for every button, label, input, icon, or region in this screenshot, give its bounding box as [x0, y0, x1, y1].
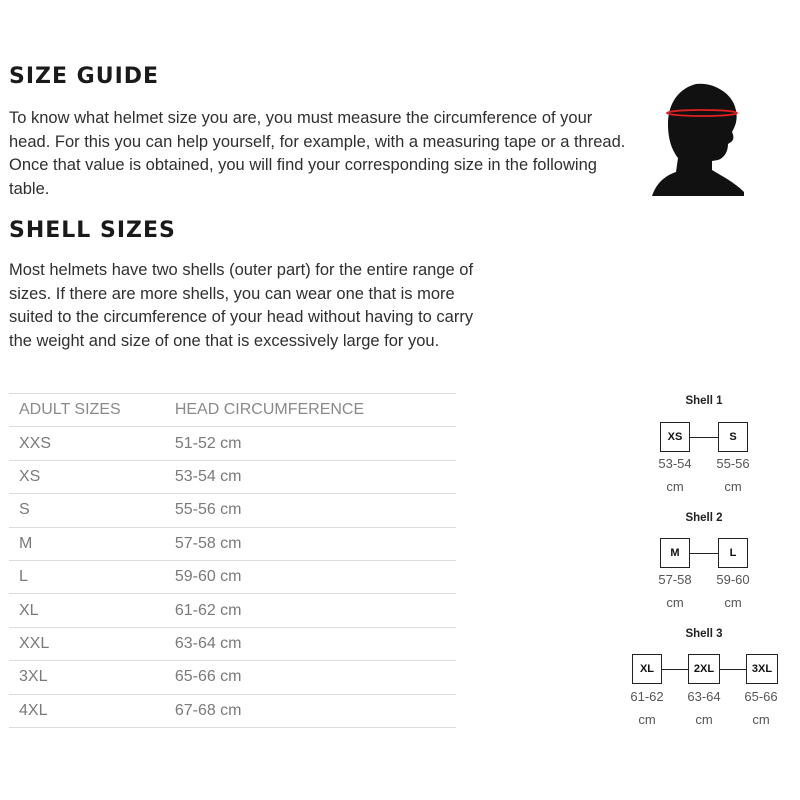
shell-3-size-2xl: 2XL: [688, 654, 720, 684]
size-table: [9, 393, 456, 728]
circumference-cell: 53-54 cm: [175, 460, 456, 493]
shell-1-size-s: S: [718, 422, 748, 452]
shell-3-connector-a: [662, 669, 688, 670]
table-row: [9, 527, 456, 560]
circumference-cell: 65-66 cm: [175, 661, 456, 694]
shell-2-connector: [690, 553, 718, 554]
shell-3-size-xl: XL: [632, 654, 662, 684]
table-row: [9, 661, 456, 694]
table-row: [9, 494, 456, 527]
shell-3-connector-b: [720, 669, 746, 670]
table-row: [9, 460, 456, 493]
size-cell: M: [9, 527, 175, 560]
shell-2-m-measure: 57-58 cm: [658, 572, 692, 610]
table-row: [9, 694, 456, 727]
shell-3-xl-measure: 61-62 cm: [630, 689, 664, 727]
shell-sizes-title: SHELL SIZES: [9, 218, 176, 243]
shell-1-connector: [690, 437, 718, 438]
size-guide-title: SIZE GUIDE: [9, 64, 160, 89]
table-row: [9, 627, 456, 660]
size-cell: 4XL: [9, 694, 175, 727]
size-cell: 3XL: [9, 661, 175, 694]
circumference-cell: 61-62 cm: [175, 594, 456, 627]
size-guide-text: To know what helmet size you are, you must measure the circumference of your head. For this you can help yourself, for example, with a measuring tape or a thread. Once that value is obtained, you will find your corresponding size in the following table.: [9, 109, 626, 198]
shell-2-size-m: M: [660, 538, 690, 568]
shell-1-xs-measure: 53-54 cm: [658, 456, 692, 494]
shell-2-size-l: L: [718, 538, 748, 568]
circumference-cell: 51-52 cm: [175, 427, 456, 460]
shell-3-2xl-measure: 63-64 cm: [687, 689, 721, 727]
shell-1-title: Shell 1: [685, 395, 723, 407]
shell-2-title: Shell 2: [685, 512, 723, 524]
table-row: [9, 594, 456, 627]
circumference-cell: 57-58 cm: [175, 527, 456, 560]
size-cell: XS: [9, 460, 175, 493]
size-cell: S: [9, 494, 175, 527]
circumference-cell: 59-60 cm: [175, 560, 456, 593]
head-silhouette: [652, 84, 744, 196]
size-cell: L: [9, 560, 175, 593]
shell-2-l-measure: 59-60 cm: [716, 572, 750, 610]
circumference-cell: 63-64 cm: [175, 627, 456, 660]
size-cell: XXS: [9, 427, 175, 460]
shell-3-title: Shell 3: [685, 628, 723, 640]
header-adult-sizes: ADULT SIZES: [9, 394, 175, 427]
shell-3-size-3xl: 3XL: [746, 654, 778, 684]
size-cell: XL: [9, 594, 175, 627]
table-row: [9, 427, 456, 460]
circumference-cell: 67-68 cm: [175, 694, 456, 727]
head-measure-icon: [648, 80, 748, 196]
size-cell: XXL: [9, 627, 175, 660]
shell-1-size-xs: XS: [660, 422, 690, 452]
shell-sizes-text: Most helmets have two shells (outer part) for the entire range of sizes. If there are more shells, you can wear one that is more suited to the circumference of your head without having to carry the weight and size of one that is excessively large for you.: [9, 261, 474, 350]
shell-1-s-measure: 55-56 cm: [716, 456, 750, 494]
table-row: [9, 560, 456, 593]
circumference-cell: 55-56 cm: [175, 494, 456, 527]
table-header-row: [9, 394, 456, 427]
shell-3-3xl-measure: 65-66 cm: [744, 689, 778, 727]
header-head-circumference: HEAD CIRCUMFERENCE: [175, 394, 456, 427]
